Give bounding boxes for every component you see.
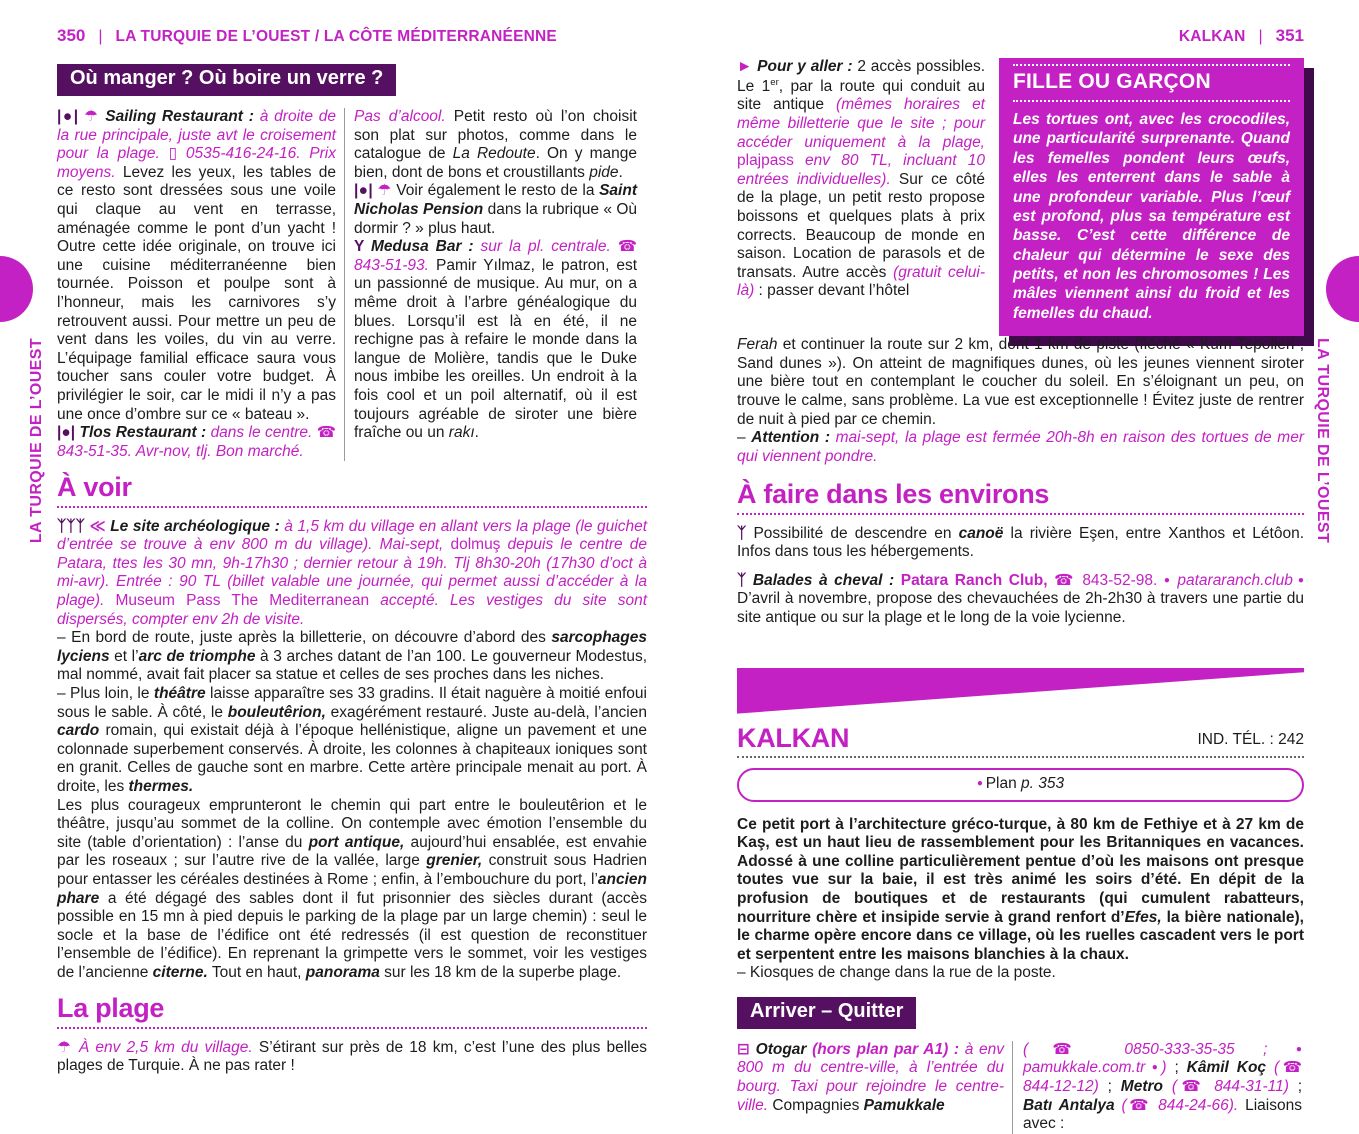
plan-reference: ● Plan p. 353: [976, 774, 1065, 792]
kalkan-title-row: [737, 724, 1304, 752]
entry-sailing-restaurant: |●| ☂ Sailing Restaurant : à droite de la rue principale, juste avt le croisement pour la plage. ▯ 0535-416-24-16. Prix moyens. Levez les yeux, les tables de ce resto sont dressées sous une voile qui claque au vent en terrasse, aménagée comme le pont d’un yacht ! Outre cette idée originale, on trouve ici une cuisine méditerranéenne bien tournée. Poisson et poulpe sont à l’honneur, mais les carnivores s’y retrouvent aussi. Pour mettre un peu de vent dans les voiles, du vin au verre. L’équipage familial efficace saura vous toucher sans couler votre budget. À privilégier le soir, car le midi il n’y a pas une once d’ombre sur ce « bateau ».: [57, 108, 337, 423]
site-paragraph-colline: Les plus courageux emprunteront le chemin qui part entre le bouleutêrion et le théâtre, jusqu’au sommet de la colline. On contemple avec émotion l’ensemble du site (table d’orientation) : l’anse du port antique, aujourd’hui ensablée, est envahie par les roseaux ; sur l’autre rive de la vallée, large grenier, construit sous Hadrien pour entasser les céréales destinées à Rome ; enfin, à l’embouchure du port, l’ancien phare a été dégagé des sables dont il fut prisonnier des siècles durant (accès possible en 15 mn à pied depuis le parking de la plage par un large chemin) : seul le socle et la base de l’édifice ont été redressés (il est question de reconstituer l’ensemble de l’édifice). En reprenant la grimpette vers le sommet, voir les vestiges de l’ancienne citerne. Tout en haut, panorama sur les 18 km de la superbe plage.: [57, 796, 647, 981]
header-separator: |: [98, 28, 103, 45]
restaurant-icon: |●|: [57, 108, 84, 125]
entry-medusa-bar: Y Medusa Bar : sur la pl. centrale. ☎ 843-51-93. Pamir Yılmaz, le patron, est un passionné de musique. Au mur, on a même droit à l’arbre généalogique du blues. Lorsqu’il est là en été, il ne rechigne pas à refaire le monde dans la langue de Molière, tandis que le Duke nous imbibe les oreilles. Un endroit à la fois cool et un poil alternatif, où il est toujours agréable de siroter une bière fraîche ou un rakı.: [354, 238, 637, 442]
entry-saint-nicholas: |●| ☂ Voir également le resto de la Saint Nicholas Pension dans la rubrique « Où dormir ? » plus haut.: [354, 182, 638, 237]
kalkan-intro-paragraph: Ce petit port à l’architecture gréco-turque, à 80 km de Fethiye et à 27 km de Kaş, est un haut lieu de rassemblement pour les Britanniques en vacances. Adossé à une colline particulièrement pentue d’où les maisons ont presque toutes vue sur la baie, il est très animé les soirs d’été. En dépit de la profusion de boutiques et de restaurants (qui cumulent rabatteurs, nourriture chère et insipide servie à grand renfort d’Efes, la bière nationale), le charme opère encore dans ce village, où les ruelles cascadent vers le port et serpentent entre les maisons blanchies à la chaux.: [737, 815, 1304, 963]
plan-bullet-icon: ●: [976, 778, 986, 790]
beach-umbrella-icon: ☂: [57, 1038, 79, 1056]
access-and-sidebar-row: [737, 58, 1304, 336]
right-page-number: 351: [1275, 26, 1304, 45]
pour-y-aller-paragraph: ► Pour y aller : 2 accès possibles. Le 1er, par la route qui conduit au site antique (mêmes horaires et même billetterie que le site ; pour accéder uniquement à la plage, plajpass env 80 TL, incluant 10 entrées individuelles). Sur ce côté de la plage, un petit resto propose boissons et quelques plats à prix corrects. Beaucoup de monde en saison. Location de parasols et de transats. Autre accès (gratuit celui-là) : passer devant l’hôtel: [737, 58, 986, 300]
mobile-phone-icon: ▯: [168, 145, 186, 163]
phone-icon: ☎: [617, 238, 637, 256]
section-title-a-voir: À voir: [57, 472, 132, 503]
section-title-la-plage: La plage: [57, 993, 165, 1024]
la-plage-paragraph: ☂ À env 2,5 km du village. S’étirant sur près de 18 km, c’est l’une des plus belles plages de Turquie. À ne pas rater !: [57, 1038, 647, 1075]
arriver-columns: [737, 1041, 1304, 1134]
eat-drink-col1: [57, 108, 345, 461]
note-box-body: Les tortues ont, avec les crocodiles, une particularité surprenante. Quand les femelles pondent leurs œufs, elles les enterrent dans le sable à une profondeur variable. Plus l’œuf est profond, plus sa température est basse. C’est cette différence de chaleur qui détermine le sexe des petits, et non les chromosomes ! Les mâles viennent ainsi du froid et les femelles du chaud.: [1013, 111, 1290, 322]
left-running-header: [57, 26, 647, 46]
phone-icon: ☎: [316, 424, 337, 442]
otogar-paragraph: ⊟ Otogar (hors plan par A1) : à env 800 m du centre-ville, à l’entrée du bourg. Taxi pour rejoindre le centre-ville. Compagnies Pamukkale: [737, 1040, 1005, 1114]
entry-tlos-restaurant: |●| Tlos Restaurant : dans le centre. ☎ 843-51-35. Avr-nov, tlj. Bon marché.: [57, 424, 337, 460]
phone-icon: ☎: [1279, 1059, 1303, 1077]
dotted-rule: [57, 1023, 647, 1029]
arriver-col1: [737, 1041, 1013, 1134]
right-tab-circle: [1326, 256, 1359, 322]
phone-icon: ☎: [1126, 1096, 1159, 1114]
restaurant-icon: |●|: [57, 424, 80, 442]
left-page-number: 350: [57, 26, 86, 45]
header-separator: |: [1258, 28, 1263, 45]
phone-icon: ☎: [1177, 1078, 1215, 1096]
dotted-rule-gray: [737, 752, 1304, 758]
right-header-title: KALKAN: [1178, 28, 1246, 45]
fille-ou-garcon-box: [999, 58, 1304, 336]
site-paragraph-sarcophages: – En bord de route, juste après la billetterie, on découvre d’abord des sarcophages lyciens et l’arc de triomphe à 3 arches datant de l’an 100. Le gouverneur Modestus, mal nommé, avait fait placer sa statue et celles de ses proches dans les niches.: [57, 629, 647, 684]
city-title-kalkan: KALKAN: [737, 722, 850, 753]
attention-paragraph: – Attention : mai-sept, la plage est fermée 20h-8h en raison des tortues de mer qui viennent pondre.: [737, 429, 1304, 465]
environs-cheval-paragraph: ᛉ Balades à cheval : Patara Ranch Club, ☎ 843-52-98. ● patararanch.club ● D’avril à novembre, propose des chevauchées de 2h-2h30 à travers une partie du site antique ou sur la plage et le long de la voie lycienne.: [737, 571, 1304, 626]
section-title-environs: À faire dans les environs: [737, 479, 1050, 510]
right-running-header: [737, 26, 1304, 46]
kalkan-note-paragraph: – Kiosques de change dans la rue de la poste.: [737, 964, 1056, 982]
right-tab-label: LA TURQUIE DE L’OUEST: [1314, 338, 1331, 544]
pour-y-aller-column: [737, 58, 985, 336]
bullet-icon: ●: [1292, 575, 1304, 586]
page-350: [57, 26, 647, 1076]
plan-reference-box: [737, 768, 1304, 802]
interest-arrow-icon: ≪: [89, 517, 111, 535]
bus-icon: ⊟: [737, 1040, 756, 1058]
bus-companies-paragraph: (☎ 0850-333-35-35 ; ● pamukkale.com.tr ●) ; Kâmil Koç (☎ 844-12-12) ; Metro (☎ 844-31-11) ; Batı Antalya (☎ 844-24-66). Liaisons avec :: [1023, 1040, 1303, 1133]
left-tab-label: LA TURQUIE DE L’OUEST: [28, 338, 45, 544]
phone-icon: ☎: [1054, 571, 1083, 589]
dotted-rule: [57, 502, 647, 508]
left-tab-circle: [0, 256, 33, 322]
walker-icon: ᛉ: [737, 524, 754, 542]
three-walkers-icon: ᛉᛉᛉ: [57, 517, 90, 535]
note-box-title: FILLE OU GARÇON: [1013, 64, 1290, 102]
phone-code: IND. TÉL. : 242: [1197, 730, 1304, 748]
walker-icon: ᛉ: [737, 571, 753, 589]
environs-canoe-paragraph: ᛉ Possibilité de descendre en canoë la rivière Eşen, entre Xanthos et Létôon. Infos dans tous les hébergements.: [737, 524, 1304, 561]
site-archeologique-practical: ᛉᛉᛉ ≪ Le site archéologique : à 1,5 km du village en allant vers la plage (le guichet d’entrée se trouve à env 800 m du village). Mai-sept, dolmuş depuis le centre de Patara, ttes les 30 mn, 9h-17h30 ; dernier retour à 19h. Tlj 8h30-20h (17h30 d’oct à mi-avr). Entrée : 90 TL (billet valable une journée, qui permet aussi d’accéder à la plage). Museum Pass The Mediterranean accepté. Les vestiges du site sont dispersés, compter env 2h de visite.: [57, 517, 647, 628]
terrace-icon: ☂: [377, 182, 397, 200]
bullet-icon: ●: [1295, 1044, 1302, 1056]
terrace-icon: ☂: [83, 108, 106, 125]
bullet-icon: ●: [1145, 1062, 1162, 1074]
section-band-arriver-quitter: Arriver – Quitter: [737, 997, 916, 1029]
restaurant-icon: |●|: [354, 182, 378, 200]
left-header-title: LA TURQUIE DE L’OUEST / LA CÔTE MÉDITERRANÉENNE: [115, 28, 557, 45]
eat-drink-col2: [345, 108, 637, 461]
entry-sailing-continued: Pas d’alcool. Petit resto où l’on choisit son plat sur photos, comme dans le catalogue de La Redoute. On y mange bien, dont de bons et croustillants pide.: [354, 108, 637, 181]
access-continued-paragraph: Ferah et continuer la route sur 2 km, dont 1 km de piste (fléché « Kum Tepolleri ; Sand dunes »). On atteint de magnifiques dunes, où les jeunes viennent siroter une bière tout en contemplant le coucher du soleil. En s’éloignant un peu, on trouve le calme, sans problème. La vue est exceptionnelle ! Évitez juste de rentrer de nuit à pied par ce chemin.: [737, 336, 1304, 428]
arriver-col2: [1013, 1041, 1302, 1134]
dotted-rule: [737, 509, 1304, 515]
page-351: [737, 26, 1304, 1134]
eat-drink-columns: [57, 108, 647, 461]
phone-icon: ☎: [1028, 1040, 1125, 1058]
section-divider-wedge: [737, 668, 1304, 714]
site-paragraph-theatre: – Plus loin, le théâtre laisse apparaître ses 33 gradins. Il était naguère à moitié enfoui sous le sable. À côté, le bouleutêrion, exagérément restauré. Juste au-delà, l’ancien cardo romain, qui existait déjà à l’époque hellénistique, aligne un pavement et une colonnade superbement conservés. À droite, les colonnes à chapiteaux ioniques sont en granit. Celles de gauche sont en marbre. Cette artère principale menait au port. À droite, les thermes.: [57, 684, 647, 795]
pointer-arrow-icon: ►: [737, 58, 758, 75]
bullet-icon: ●: [1163, 575, 1178, 586]
section-band-ou-manger: Où manger ? Où boire un verre ?: [57, 64, 396, 96]
bar-icon: Y: [354, 238, 371, 256]
